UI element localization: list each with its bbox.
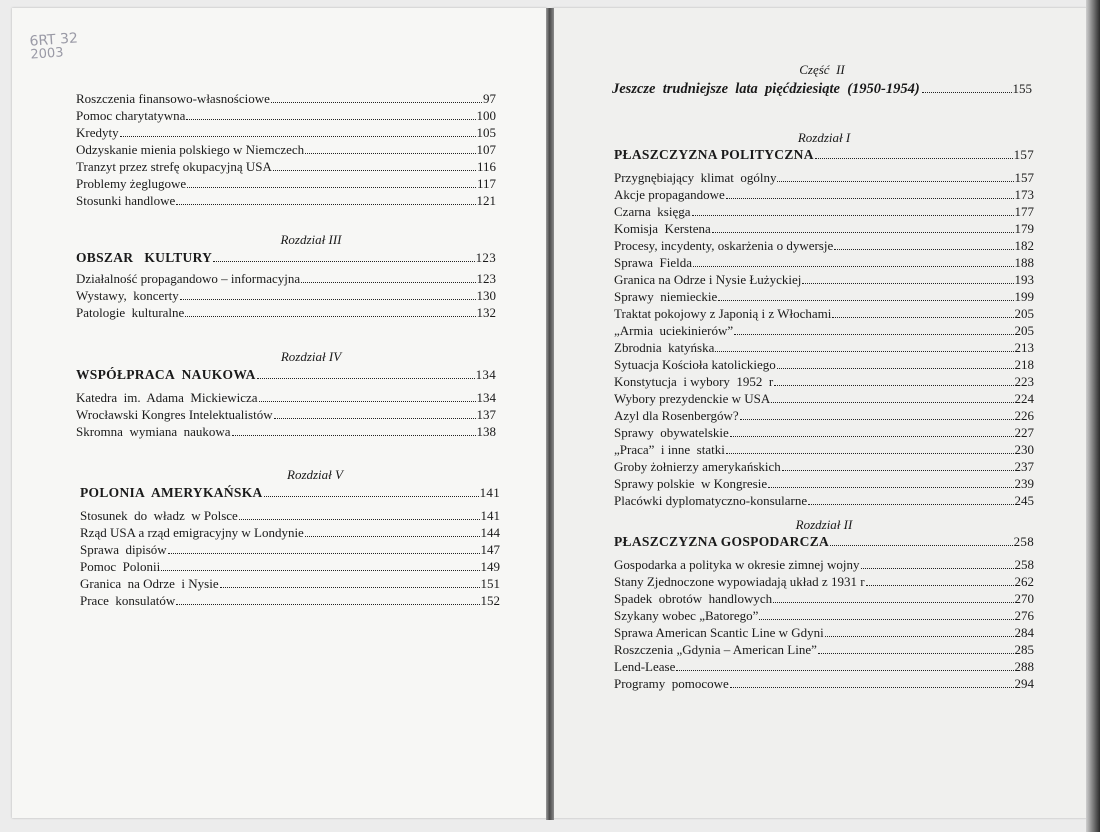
toc-entry-page: 224 [1014, 391, 1034, 406]
toc-leader [239, 507, 480, 520]
toc-section-rozdzial-1 [614, 130, 1034, 509]
toc-leader [818, 641, 1014, 654]
toc-entry-page: 294 [1014, 676, 1034, 691]
part-heading[interactable] [612, 80, 1032, 98]
toc-entry[interactable] [80, 507, 500, 524]
toc-entry-page: 132 [476, 305, 496, 320]
toc-entry[interactable] [76, 141, 496, 158]
toc-entry[interactable] [76, 304, 496, 321]
toc-entry-page: 177 [1014, 204, 1034, 219]
toc-leader [676, 658, 1013, 671]
toc-entry[interactable] [614, 424, 1034, 441]
chapter-heading-page: 141 [479, 485, 500, 500]
toc-leader [730, 675, 1014, 688]
toc-entry[interactable] [76, 406, 496, 423]
toc-leader [718, 288, 1013, 301]
toc-leader [730, 424, 1014, 437]
toc-entry-page: 97 [483, 91, 496, 106]
chapter-heading-title: PŁASZCZYZNA POLITYCZNA [614, 147, 814, 162]
chapter-heading-page: 258 [1013, 534, 1034, 549]
toc-entry-title: Granica na Odrze i Nysie [80, 576, 219, 591]
toc-entry-page: 205 [1014, 323, 1034, 338]
toc-leader [759, 607, 1013, 620]
toc-entry[interactable] [76, 270, 496, 287]
toc-entry-title: Sprawa Fielda [614, 255, 692, 270]
toc-entry-title: Sprawy polskie w Kongresie [614, 476, 768, 491]
toc-entry[interactable] [614, 675, 1034, 692]
toc-entry-title: Programy pomocowe [614, 676, 729, 691]
toc-entry-title: Prace konsulatów [80, 593, 176, 608]
toc-entry-title: Sprawy niemieckie [614, 289, 718, 304]
toc-entry-title: Komisja Kerstena [614, 221, 711, 236]
toc-entry-title: Stany Zjednoczone wypowiadają układ z 1931 r [614, 574, 865, 589]
toc-entry-title: Spadek obrotów handlowych [614, 591, 773, 606]
toc-leader [273, 158, 476, 171]
chapter-heading[interactable] [76, 249, 496, 266]
chapter-heading[interactable] [614, 146, 1034, 163]
toc-entry-title: Pomoc charytatywna [76, 108, 186, 123]
toc-entry-page: 285 [1014, 642, 1034, 657]
toc-entry-title: Działalność propagandowo – informacyjna [76, 271, 301, 286]
toc-leader [834, 237, 1013, 250]
toc-entry-page: 123 [476, 271, 496, 286]
toc-entry[interactable] [614, 169, 1034, 186]
toc-leader [305, 141, 475, 154]
toc-entry-title: Wystawy, koncerty [76, 288, 179, 303]
toc-entry-title: Pomoc Polonii [80, 559, 161, 574]
toc-entry-title: Patologie kulturalne [76, 305, 185, 320]
toc-top-entries [76, 90, 496, 209]
toc-entry-page: 270 [1014, 591, 1034, 606]
toc-entry[interactable] [614, 556, 1034, 573]
toc-entry-page: 262 [1014, 574, 1034, 589]
toc-entry[interactable] [614, 186, 1034, 203]
handwritten-note-line: 2003 [29, 45, 65, 63]
toc-entry-title: Zbrodnia katyńska [614, 340, 715, 355]
toc-entry-page: 239 [1014, 476, 1034, 491]
toc-entry[interactable] [614, 492, 1034, 509]
toc-leader [232, 423, 476, 436]
toc-entry-page: 152 [480, 593, 500, 608]
toc-leader [305, 524, 480, 537]
scan-edge-shadow [1086, 0, 1100, 832]
toc-entry-list [614, 556, 1034, 692]
toc-leader [861, 556, 1014, 569]
toc-leader [176, 592, 479, 605]
toc-entry-title: Czarna księga [614, 204, 691, 219]
toc-leader [782, 458, 1014, 471]
toc-leader [220, 575, 480, 588]
toc-entry-page: 205 [1014, 306, 1034, 321]
toc-entry[interactable] [614, 237, 1034, 254]
toc-entry-title: Akcje propagandowe [614, 187, 725, 202]
chapter-heading[interactable] [614, 533, 1034, 550]
toc-entry[interactable] [614, 339, 1034, 356]
toc-entry-page: 182 [1014, 238, 1034, 253]
chapter-heading-title: WSPÓŁPRACA NAUKOWA [76, 367, 256, 382]
toc-entry-title: Konstytucja i wybory 1952 r [614, 374, 774, 389]
toc-entry[interactable] [80, 541, 500, 558]
chapter-heading-page: 123 [475, 250, 496, 265]
toc-entry[interactable] [76, 124, 496, 141]
toc-entry[interactable] [614, 373, 1034, 390]
toc-entry-title: „Armia uciekinierów” [614, 323, 734, 338]
toc-leader [830, 533, 1013, 546]
toc-leader [866, 573, 1014, 586]
toc-entry-page: 144 [480, 525, 500, 540]
toc-entry-list [614, 169, 1034, 509]
toc-entry-title: Wybory prezydenckie w USA [614, 391, 771, 406]
toc-entry-title: Sytuacja Kościoła katolickiego [614, 357, 776, 372]
chapter-heading[interactable] [76, 366, 496, 383]
toc-entry-title: Wrocławski Kongres Intelektualistów [76, 407, 273, 422]
toc-entry[interactable] [614, 322, 1034, 339]
toc-leader [802, 271, 1013, 284]
toc-leader [692, 203, 1014, 216]
toc-leader [774, 373, 1013, 386]
toc-leader [726, 186, 1014, 199]
toc-entry-title: Granica na Odrze i Nysie Łużyckiej [614, 272, 802, 287]
toc-entry-page: 193 [1014, 272, 1034, 287]
toc-entry-title: Skromna wymiana naukowa [76, 424, 231, 439]
toc-entry[interactable] [614, 573, 1034, 590]
book-spine [546, 8, 554, 820]
chapter-heading-title: POLONIA AMERYKAŃSKA [80, 485, 263, 500]
toc-leader [773, 590, 1013, 603]
toc-entry-title: Sprawa dipisów [80, 542, 167, 557]
part-heading-title: Jeszcze trudniejsze lata pięćdziesiąte (1950-1954) [612, 81, 920, 97]
toc-entry-page: 218 [1014, 357, 1034, 372]
toc-leader [161, 558, 479, 571]
toc-entry[interactable] [614, 203, 1034, 220]
toc-leader [740, 407, 1014, 420]
toc-entry[interactable] [80, 524, 500, 541]
toc-leader [301, 270, 475, 283]
toc-leader [693, 254, 1014, 267]
toc-leader [180, 287, 476, 300]
toc-entry-page: 258 [1014, 557, 1034, 572]
toc-section-rozdzial-4 [76, 349, 496, 440]
toc-entry-page: 141 [480, 508, 500, 523]
toc-leader [186, 107, 475, 120]
toc-entry-page: 188 [1014, 255, 1034, 270]
toc-entry-title: Odzyskanie mienia polskiego w Niemczech [76, 142, 305, 157]
toc-entry-title: Placówki dyplomatyczno-konsularne [614, 493, 808, 508]
toc-entry-page: 288 [1014, 659, 1034, 674]
toc-entry-title: Lend-Lease [614, 659, 676, 674]
toc-entry[interactable] [614, 254, 1034, 271]
toc-entry-title: Stosunki handlowe [76, 193, 176, 208]
toc-entry-page: 179 [1014, 221, 1034, 236]
toc-leader [712, 220, 1014, 233]
toc-entry-title: Groby żołnierzy amerykańskich [614, 459, 781, 474]
toc-leader [257, 366, 475, 379]
toc-entry-page: 284 [1014, 625, 1034, 640]
toc-entry-title: Tranzyt przez strefę okupacyjną USA [76, 159, 272, 174]
toc-entry[interactable] [80, 575, 500, 592]
toc-entry-page: 157 [1014, 170, 1034, 185]
toc-leader [734, 322, 1013, 335]
toc-leader [768, 475, 1013, 488]
chapter-label: Rozdział V [287, 467, 343, 482]
toc-entry[interactable] [614, 305, 1034, 322]
toc-entry[interactable] [614, 407, 1034, 424]
toc-entry-page: 151 [480, 576, 500, 591]
toc-entry-title: Problemy żeglugowe [76, 176, 187, 191]
toc-leader [726, 441, 1014, 454]
chapter-heading-title: PŁASZCZYZNA GOSPODARCZA [614, 534, 830, 549]
toc-leader [777, 356, 1014, 369]
toc-entry-page: 230 [1014, 442, 1034, 457]
chapter-heading[interactable] [80, 484, 500, 501]
part-heading-page: 155 [1012, 81, 1032, 96]
toc-leader [825, 624, 1014, 637]
toc-entry-page: 147 [480, 542, 500, 557]
toc-entry[interactable] [80, 558, 500, 575]
toc-entry[interactable] [614, 271, 1034, 288]
toc-entry-title: Procesy, incydenty, oskarżenia o dywersje [614, 238, 834, 253]
toc-entry-page: 226 [1014, 408, 1034, 423]
toc-leader [259, 389, 476, 402]
chapter-label: Rozdział I [797, 130, 851, 145]
toc-entry-page: 213 [1014, 340, 1034, 355]
toc-leader [187, 175, 476, 188]
toc-entry[interactable] [76, 90, 496, 107]
toc-leader [815, 146, 1013, 159]
toc-entry[interactable] [614, 641, 1034, 658]
toc-entry-page: 130 [476, 288, 496, 303]
chapter-heading-page: 157 [1013, 147, 1034, 162]
toc-entry[interactable] [76, 107, 496, 124]
toc-entry-title: Kredyty [76, 125, 119, 140]
toc-leader [168, 541, 480, 554]
handwritten-note-line: 6RT 32 [29, 30, 79, 50]
toc-entry-page: 134 [476, 390, 496, 405]
chapter-heading-page: 134 [475, 367, 496, 382]
toc-entry-page: 117 [476, 176, 496, 191]
chapter-heading-title: OBSZAR KULTURY [76, 250, 213, 265]
toc-entry-title: Azyl dla Rosenbergów? [614, 408, 739, 423]
toc-entry[interactable] [76, 389, 496, 406]
toc-entry-page: 107 [476, 142, 496, 157]
toc-entry-page: 237 [1014, 459, 1034, 474]
toc-entry-page: 199 [1014, 289, 1034, 304]
chapter-label: Rozdział IV [280, 349, 342, 364]
toc-entry[interactable] [614, 624, 1034, 641]
toc-entry-page: 121 [476, 193, 496, 208]
toc-entry-page: 173 [1014, 187, 1034, 202]
toc-entry[interactable] [614, 658, 1034, 675]
toc-section-rozdzial-5 [80, 467, 500, 609]
toc-section-rozdzial-2 [614, 517, 1034, 692]
toc-entry[interactable] [76, 158, 496, 175]
toc-entry-page: 116 [476, 159, 496, 174]
toc-entry[interactable] [80, 592, 500, 609]
toc-entry[interactable] [614, 390, 1034, 407]
toc-entry-title: Stosunek do władz w Polsce [80, 508, 238, 523]
toc-entry[interactable] [614, 475, 1034, 492]
toc-leader [274, 406, 476, 419]
toc-leader [922, 80, 1012, 93]
toc-entry[interactable] [614, 356, 1034, 373]
toc-leader [777, 169, 1013, 182]
toc-entry-title: Sprawy obywatelskie [614, 425, 729, 440]
toc-entry[interactable] [614, 220, 1034, 237]
toc-entry-page: 100 [476, 108, 496, 123]
toc-entry[interactable] [76, 287, 496, 304]
toc-entry-title: Przygnębiający klimat ogólny [614, 170, 777, 185]
toc-leader [264, 484, 479, 497]
toc-entry[interactable] [614, 590, 1034, 607]
toc-entry-title: „Praca” i inne statki [614, 442, 725, 457]
toc-section-rozdzial-3 [76, 232, 496, 321]
toc-leader [271, 90, 482, 103]
toc-entry[interactable] [614, 441, 1034, 458]
toc-entry-title: Rząd USA a rząd emigracyjny w Londynie [80, 525, 304, 540]
toc-entry-page: 223 [1014, 374, 1034, 389]
toc-leader [176, 192, 475, 205]
toc-entry-page: 137 [476, 407, 496, 422]
handwritten-note [29, 32, 79, 61]
toc-entry[interactable] [76, 192, 496, 209]
toc-leader [120, 124, 476, 137]
toc-entry-title: Sprawa American Scantic Line w Gdyni [614, 625, 824, 640]
toc-entry[interactable] [76, 423, 496, 440]
toc-entry-title: Szykany wobec „Batorego” [614, 608, 759, 623]
chapter-label: Rozdział II [795, 517, 853, 532]
toc-entry-title: Gospodarka a polityka w okresie zimnej wojny [614, 557, 860, 572]
toc-entry[interactable] [76, 175, 496, 192]
toc-entry[interactable] [614, 458, 1034, 475]
toc-leader [808, 492, 1013, 505]
chapter-label: Rozdział III [280, 232, 342, 247]
toc-leader [213, 249, 474, 262]
toc-entry-page: 276 [1014, 608, 1034, 623]
toc-leader [715, 339, 1013, 352]
part-label: Część II [799, 62, 845, 77]
toc-entry-title: Traktat pokojowy z Japonią i z Włochami [614, 306, 832, 321]
toc-leader [185, 304, 475, 317]
toc-entry-page: 149 [480, 559, 500, 574]
toc-entry-title: Roszczenia „Gdynia – American Line” [614, 642, 817, 657]
toc-entry[interactable] [614, 607, 1034, 624]
toc-entry[interactable] [614, 288, 1034, 305]
toc-entry-page: 138 [476, 424, 496, 439]
toc-entry-page: 227 [1014, 425, 1034, 440]
toc-entry-page: 245 [1014, 493, 1034, 508]
toc-leader [771, 390, 1013, 403]
toc-entry-page: 105 [476, 125, 496, 140]
toc-entry-title: Katedra im. Adama Mickiewicza [76, 390, 258, 405]
toc-leader [832, 305, 1013, 318]
toc-entry-title: Roszczenia finansowo-własnościowe [76, 91, 270, 106]
